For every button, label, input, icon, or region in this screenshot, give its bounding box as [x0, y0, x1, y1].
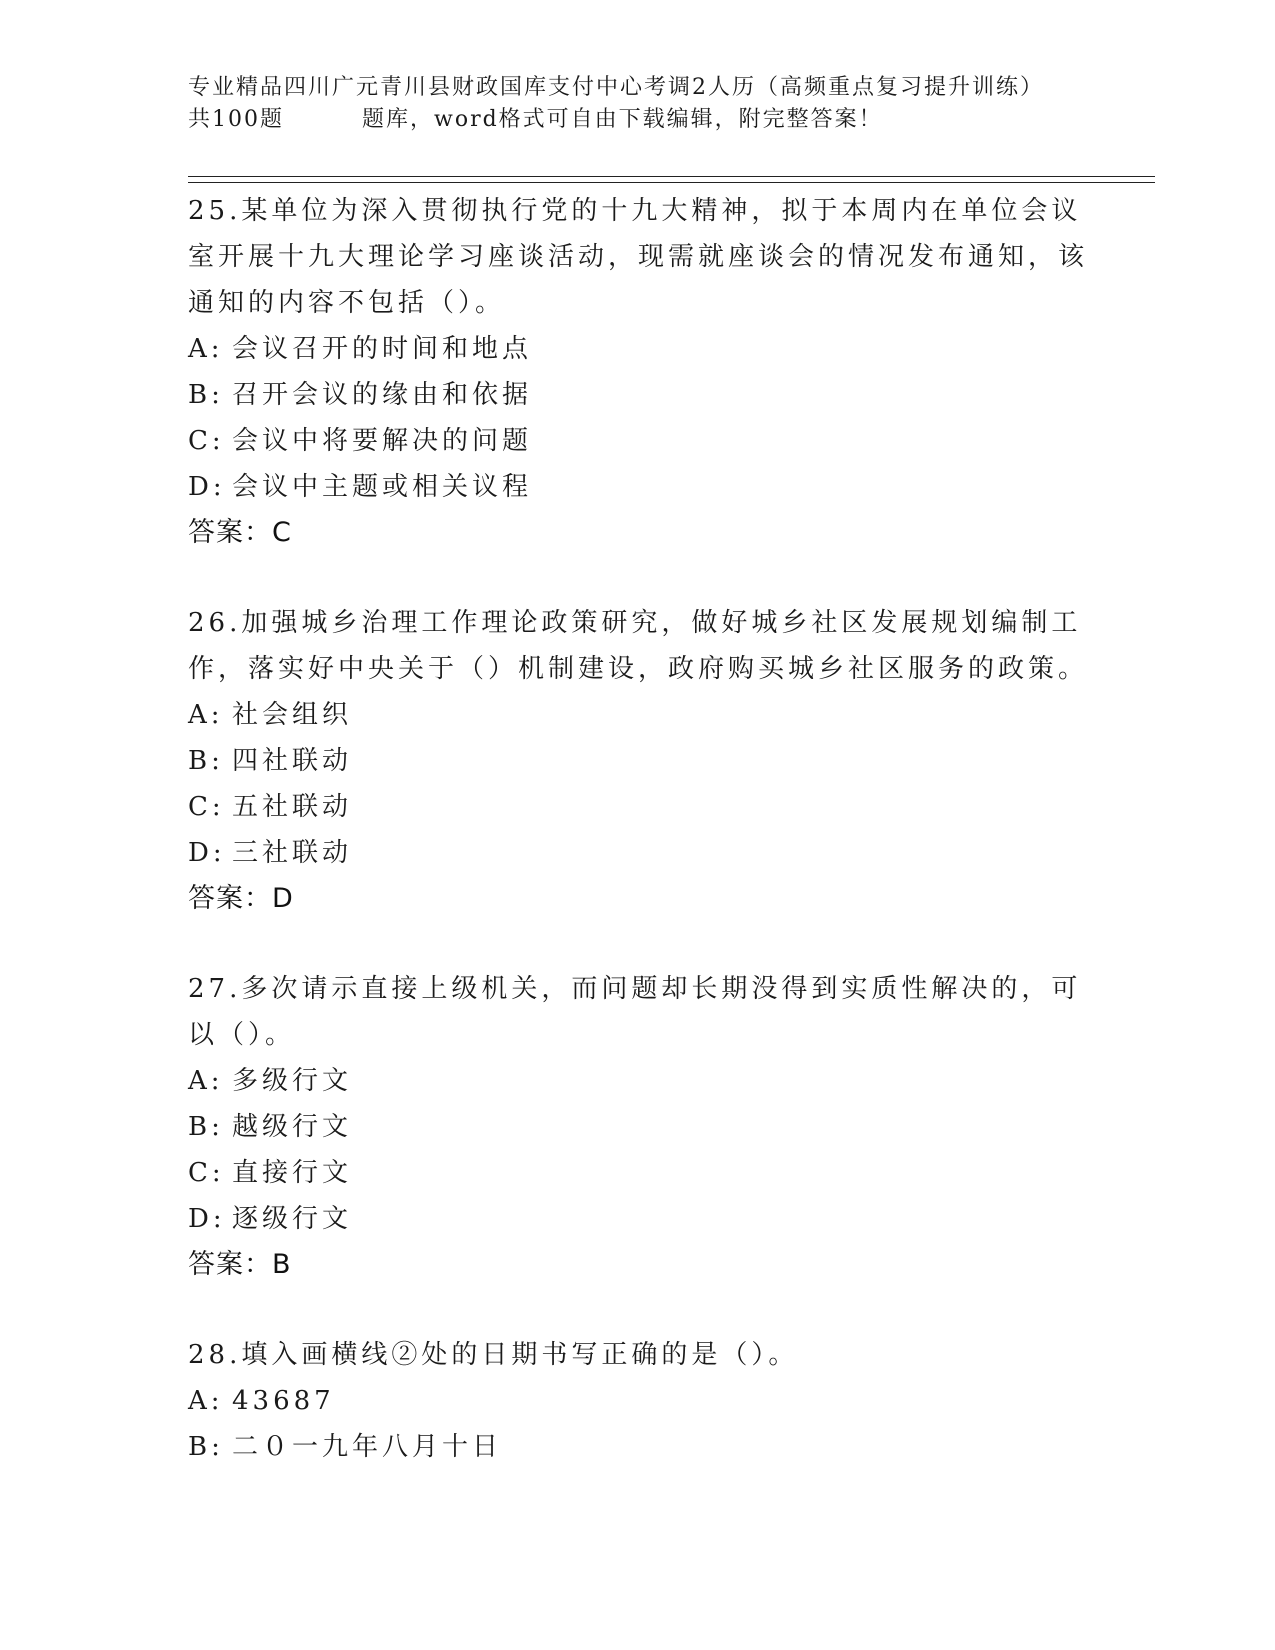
option-c [188, 1150, 1088, 1196]
option-letter: C: [188, 792, 225, 822]
question-stem: 25.某单位为深入贯彻执行党的十九大精神，拟于本周内在单位会议室开展十九大理论学习座谈活动，现需就座谈会的情况发布通知，该通知的内容不包括（）。 [188, 196, 1089, 318]
option-a [188, 326, 1088, 372]
question-25 [188, 188, 1088, 556]
question-list [188, 188, 1088, 1470]
option-letter: C: [188, 426, 225, 456]
header-count: 共100题 [188, 107, 284, 132]
option-d [188, 1196, 1088, 1242]
question-stem: 26.加强城乡治理工作理论政策研究，做好城乡社区发展规划编制工作，落实好中央关于（）机制建设，政府购买城乡社区服务的政策。 [188, 608, 1089, 684]
option-text: 会议中主题或相关议程 [232, 472, 533, 502]
option-letter: B: [188, 1112, 224, 1142]
option-a [188, 1378, 1088, 1424]
header-note: 题库，word格式可自由下载编辑，附完整答案！ [362, 107, 883, 132]
option-letter: B: [188, 1432, 224, 1462]
option-c [188, 418, 1088, 464]
option-text: 直接行文 [232, 1158, 353, 1188]
option-text: 逐级行文 [232, 1204, 353, 1234]
option-b [188, 372, 1088, 418]
header-divider-top [188, 176, 1155, 177]
option-letter: A: [188, 700, 224, 730]
option-letter: B: [188, 746, 224, 776]
question-stem: 28.填入画横线②处的日期书写正确的是（）。 [188, 1340, 799, 1370]
option-text: 社会组织 [232, 700, 353, 730]
question-stem: 27.多次请示直接上级机关，而问题却长期没得到实质性解决的，可以（）。 [188, 974, 1082, 1050]
header-divider-bottom [188, 182, 1155, 183]
option-text: 召开会议的缘由和依据 [232, 380, 533, 410]
answer-label: 答案：D [188, 883, 294, 914]
option-letter: D: [188, 1204, 226, 1234]
option-a [188, 1058, 1088, 1104]
option-b [188, 1104, 1088, 1150]
option-text: 多级行文 [232, 1066, 353, 1096]
option-d [188, 830, 1088, 876]
option-text: 四社联动 [232, 746, 353, 776]
option-letter: D: [188, 838, 226, 868]
option-c [188, 784, 1088, 830]
question-26 [188, 600, 1088, 922]
header-subtitle [188, 104, 1088, 136]
answer-label: 答案：B [188, 1249, 292, 1280]
question-27 [188, 966, 1088, 1288]
option-letter: C: [188, 1158, 225, 1188]
option-text: 二０一九年八月十日 [232, 1432, 503, 1462]
option-text: 会议召开的时间和地点 [232, 334, 533, 364]
option-letter: B: [188, 380, 224, 410]
option-text: 会议中将要解决的问题 [232, 426, 533, 456]
option-b [188, 1424, 1088, 1470]
answer-label: 答案：C [188, 517, 292, 548]
option-text: 五社联动 [232, 792, 353, 822]
option-letter: A: [188, 1066, 224, 1096]
option-letter: A: [188, 334, 224, 364]
option-a [188, 692, 1088, 738]
option-d [188, 464, 1088, 510]
option-letter: D: [188, 472, 226, 502]
option-text: 越级行文 [232, 1112, 353, 1142]
option-b [188, 738, 1088, 784]
option-text: 43687 [232, 1386, 335, 1416]
question-28 [188, 1332, 1088, 1470]
option-text: 三社联动 [232, 838, 353, 868]
document-header [188, 72, 1088, 136]
option-letter: A: [188, 1386, 224, 1416]
header-title: 专业精品四川广元青川县财政国库支付中心考调2人历（高频重点复习提升训练） [188, 75, 1044, 100]
